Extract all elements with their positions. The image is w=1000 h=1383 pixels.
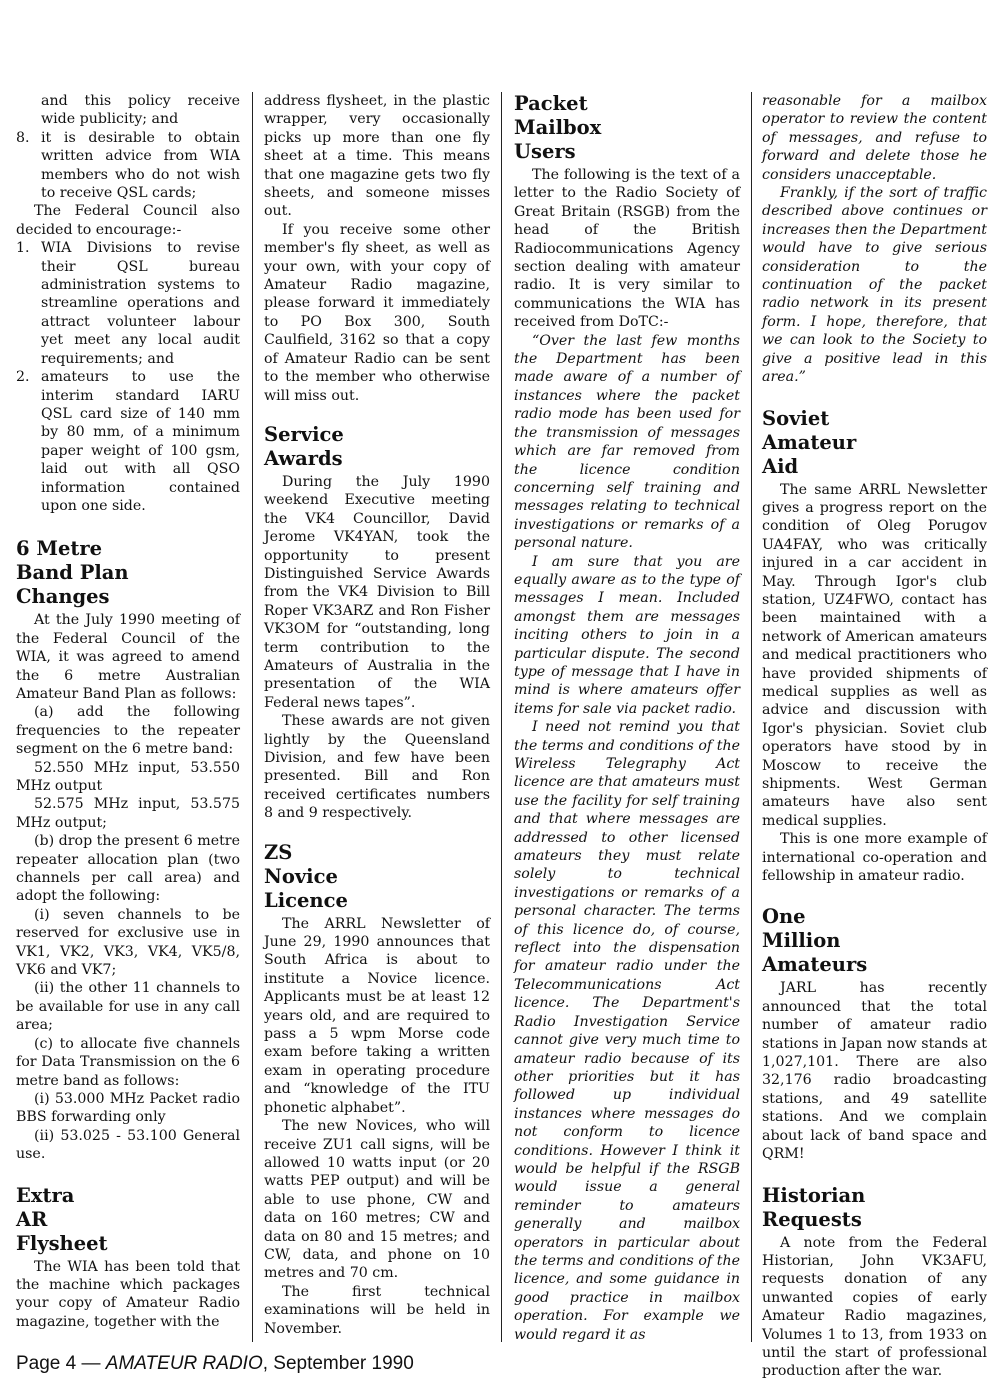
- column-3: [514, 92, 740, 1344]
- paragraph: The same ARRL Newsletter gives a progress report on the condition of Oleg Porugov UA4FAY, who was critically injured in a car accident in May. Through Igor's club station, UZ4FWO, contact has been maintained with a network of American amateurs and medical practitioners who have provided shipments of medical supplies as well as advice and discussion with Igor's physician. Soviet club operators have stood by in Moscow to receive the shipments. West German amateurs have also sent medical supplies.: [762, 481, 987, 829]
- paragraph: address flysheet, in the plastic wrapper, very occasionally picks up more than one fly sheet at a time. This means that one magazine gets two fly sheets, and someone misses out.: [264, 93, 490, 220]
- footer-page: Page 4 —: [16, 1353, 106, 1374]
- paragraph: 52.575 MHz input, 53.575 MHz output;: [16, 796, 240, 831]
- paragraph: The WIA has been told that the machine which packages your copy of Amateur Radio magazine, together with the: [16, 1258, 240, 1330]
- paragraph: (a) add the following frequencies to the repeater segment on the 6 metre band:: [16, 704, 240, 758]
- paragraph: If you receive some other member's fly sheet, as well as your own, with your copy of Amateur Radio magazine, please forward it immediately to PO Box 300, South Caulfield, 3162 so that a copy of Amateur Radio can be sent to the member who otherwise will miss out.: [264, 221, 490, 404]
- paragraph: JARL has recently announced that the total number of amateur radio stations in Japan now stands at 1,027,101. There are also 32,176 radio broadcasting stations, and 49 satellite stations. And we complain about lack of band space and QRM!: [762, 980, 987, 1163]
- paragraph: (c) to allocate five channels for Data Transmission on the 6 metre band as follows:: [16, 1035, 240, 1089]
- heading-soviet-aid: Soviet Amateur Aid: [762, 406, 857, 478]
- quote-paragraph: I need not remind you that the terms and conditions of the Wireless Telegraphy Act licence are that amateurs must use the facility for self training and that where messages are addressed to other licensed amateurs they must relate solely to technical investigations or remarks of a personal character. The terms of this licence do, of course, reflect into the dispensation for amateur radio under the Telecommunications Act licence. The Department's Radio Investigation Service cannot give very much time to amateur radio because of its other priorities but it has followed up individual instances where messages do not conform to licence conditions. However I think it would be helpful if the RSGB would issue a general reminder to amateurs generally and mailbox operators in particular about the terms and conditions of the licence, and some guidance in good practice in mailbox operation. For example we would regard it as: [514, 719, 740, 1343]
- page-footer: [16, 1352, 414, 1376]
- paragraph: (i) seven channels to be reserved for exclusive use in VK1, VK2, VK3, VK4, VK5/8, VK6 and VK7;: [16, 906, 240, 979]
- footer-date: , September 1990: [262, 1353, 414, 1374]
- paragraph: During the July 1990 weekend Executive meeting the VK4 Councillor, David Jerome VK4YAN, took the opportunity to present Distinguished Service Awards from the VK4 Division to Bill Roper VK3ARZ and Ron Fisher VK3OM for “outstanding, long term contribution to the Amateurs of Australia in the presentation of the WIA Federal news tapes”.: [264, 473, 490, 711]
- column-2: [264, 92, 490, 1338]
- heading-packet-mailbox: Packet Mailbox Users: [514, 92, 602, 163]
- paragraph: The new Novices, who will receive ZU1 call signs, will be allowed 10 watts input (or 20 watts PEP output) and will be able to use phone, CW and data on 160 metres; CW and data on 80 and 15 metres; and CW, data, and phone on 10 metres and 70 cm.: [264, 1118, 490, 1282]
- heading-zs-novice: ZS Novice Licence: [264, 840, 348, 912]
- paragraph: The following is the text of a letter to the Radio Society of Great Britain (RSGB) from the head of the British Radiocommunications Agency section dealing with amateur radio. It is very similar to communications the WIA has received from DoTC:-: [514, 167, 740, 331]
- heading-historian: Historian Requests: [762, 1183, 866, 1231]
- heading-band-plan: 6 Metre Band Plan Changes: [16, 537, 129, 609]
- paragraph: The first technical examinations will be held in November.: [264, 1283, 490, 1337]
- quote-paragraph: reasonable for a mailbox operator to review the content of messages, and refuse to forward and delete those he considers unacceptable.: [762, 93, 987, 183]
- column-rule: [501, 92, 502, 1342]
- list-item: and this policy receive wide publicity; and: [41, 93, 240, 128]
- paragraph: These awards are not given lightly by the Queensland Division, and few have been presented. Bill and Ron received certificates numbers 8 and 9 respectively.: [264, 713, 490, 822]
- paragraph: (ii) the other 11 channels to be available for use in any call area;: [16, 980, 240, 1034]
- paragraph: (i) 53.000 MHz Packet radio BBS forwarding only: [16, 1090, 240, 1126]
- qsl-policy-list: [16, 92, 240, 202]
- heading-service-awards: Service Awards: [264, 422, 344, 470]
- paragraph: This is one more example of international co-operation and fellowship in amateur radio.: [762, 831, 987, 885]
- quote-paragraph: I am sure that you are equally aware as to the type of messages I mean. Included amongst them are messages inciting others to join in a particular dispute. The second type of message that I have in mind is where amateurs offer items for sale via packet radio.: [514, 553, 740, 717]
- heading-one-million: One Million Amateurs: [762, 905, 868, 977]
- paragraph: The ARRL Newsletter of June 29, 1990 announces that South Africa is about to institute a Novice licence. Applicants must be at least 12 years old, and are required to pass a 5 wpm Morse code exam before taking a written exam in operating procedure and “knowledge of the ITU phonetic alphabet”.: [264, 915, 490, 1116]
- paragraph: At the July 1990 meeting of the Federal Council of the WIA, it was agreed to amend the 6 metre Australian Amateur Band Plan as follows:: [16, 612, 240, 702]
- column-rule: [751, 92, 752, 1342]
- encourage-list: [16, 239, 240, 515]
- column-4: [762, 92, 987, 1381]
- quote-paragraph: “Over the last few months the Department has been made aware of a number of instances where the packet radio mode has been used for the transmission of messages which are far removed from the licence condition concerning self training and messages relating to technical investigations or remarks of a personal nature.: [514, 332, 740, 552]
- paragraph: (ii) 53.025 - 53.100 General use.: [16, 1127, 240, 1163]
- list-item: 1. WIA Divisions to revise their QSL bureau administration systems to streamline operations and attract volunteer labour yet meet any local audit requirements; and: [16, 240, 240, 367]
- paragraph: (b) drop the present 6 metre repeater allocation plan (two channels per call area) and adopt the following:: [16, 833, 240, 905]
- list-item: 2. amateurs to use the interim standard IARU QSL card size of 140 mm by 80 mm, of a minimum paper weight of 100 gsm, laid out with all QSO information contained upon one side.: [16, 369, 240, 514]
- paragraph: 52.550 MHz input, 53.550 MHz output: [16, 759, 240, 794]
- column-rule: [252, 92, 253, 1342]
- heading-extra-flysheet: Extra AR Flysheet: [16, 1183, 108, 1255]
- paragraph: The Federal Council also decided to encourage:-: [16, 203, 240, 238]
- paragraph: A note from the Federal Historian, John VK3AFU, requests donation of any unwanted copies of early Amateur Radio magazines, Volumes 1 to 13, from 1933 on until the start of professional production after the war.: [762, 1234, 987, 1380]
- column-1: [16, 92, 240, 1331]
- list-item: 8. it is desirable to obtain written advice from WIA members who do not wish to receive QSL cards;: [16, 129, 240, 202]
- quote-paragraph: Frankly, if the sort of traffic described above continues or increases then the Department would have to give serious consideration to the continuation of the packet radio network in its present form. I hope, therefore, that we can look to the Society to give a positive lead in this area.”: [762, 185, 987, 386]
- footer-magazine: AMATEUR RADIO: [105, 1353, 263, 1374]
